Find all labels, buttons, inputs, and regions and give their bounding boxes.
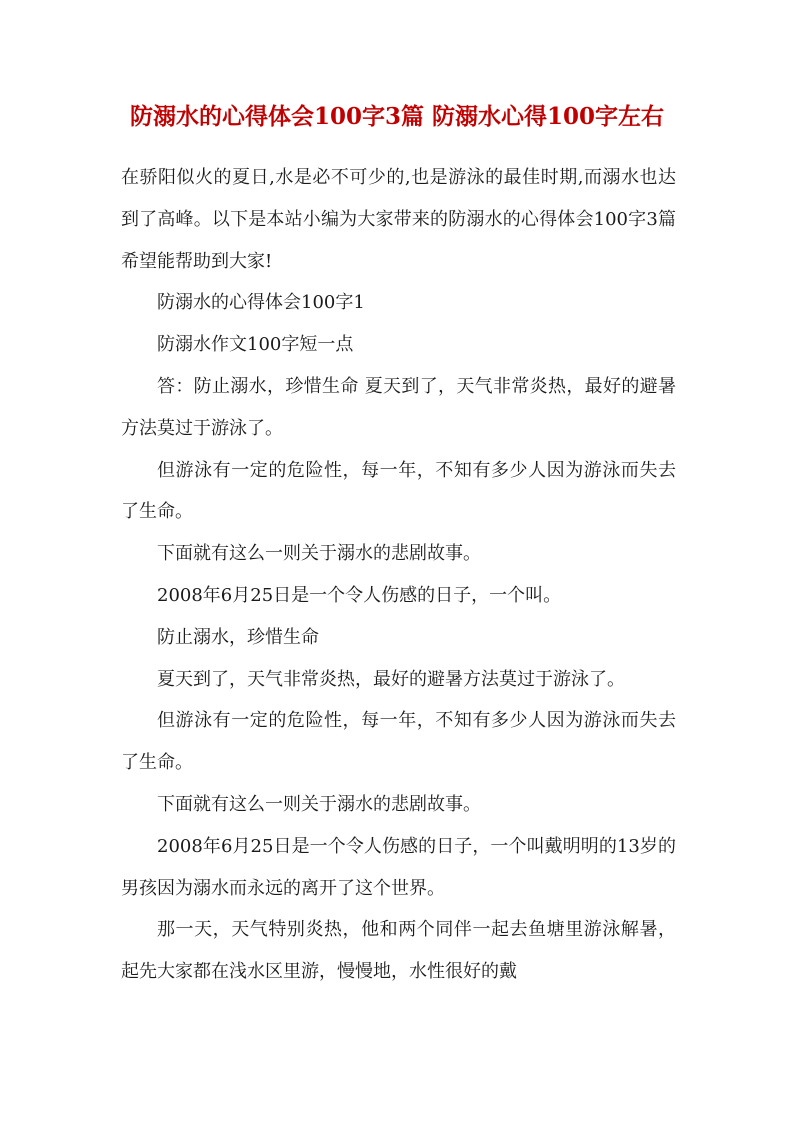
paragraph: 那一天，天气特别炎热，他和两个同伴一起去鱼塘里游泳解暑，起先大家都在浅水区里游，慢慢地，水性很好的戴	[121, 919, 676, 983]
paragraph: 2008年6月25日是一个令人伤感的日子，一个叫。	[157, 584, 562, 606]
question-line: 防溺水作文100字短一点	[157, 334, 354, 356]
paragraph: 答：防止溺水，珍惜生命 夏天到了，天气非常炎热，最好的避暑方法莫过于游泳了。	[121, 375, 676, 439]
section-heading: 防溺水的心得体会100字1	[157, 292, 365, 314]
paragraph: 下面就有这么一则关于溺水的悲剧故事。	[157, 793, 481, 815]
paragraph: 但游泳有一定的危险性，每一年，不知有多少人因为游泳而失去了生命。	[121, 710, 676, 774]
paragraph: 夏天到了，天气非常炎热，最好的避暑方法莫过于游泳了。	[157, 668, 625, 690]
subheading: 防止溺水，珍惜生命	[157, 626, 319, 648]
document-title: 防溺水的心得体会100字3篇 防溺水心得100字左右	[129, 103, 665, 130]
document-body	[121, 157, 676, 993]
paragraph: 但游泳有一定的危险性，每一年，不知有多少人因为游泳而失去了生命。	[121, 459, 676, 523]
paragraph: 下面就有这么一则关于溺水的悲剧故事。	[157, 543, 481, 565]
intro-paragraph: 在骄阳似火的夏日,水是必不可少的,也是游泳的最佳时期,而溺水也达到了高峰。以下是本站小编为大家带来的防溺水的心得体会100字3篇希望能帮助到大家!	[121, 167, 676, 272]
paragraph: 2008年6月25日是一个令人伤感的日子，一个叫戴明明的13岁的男孩因为溺水而永远的离开了这个世界。	[121, 835, 676, 899]
